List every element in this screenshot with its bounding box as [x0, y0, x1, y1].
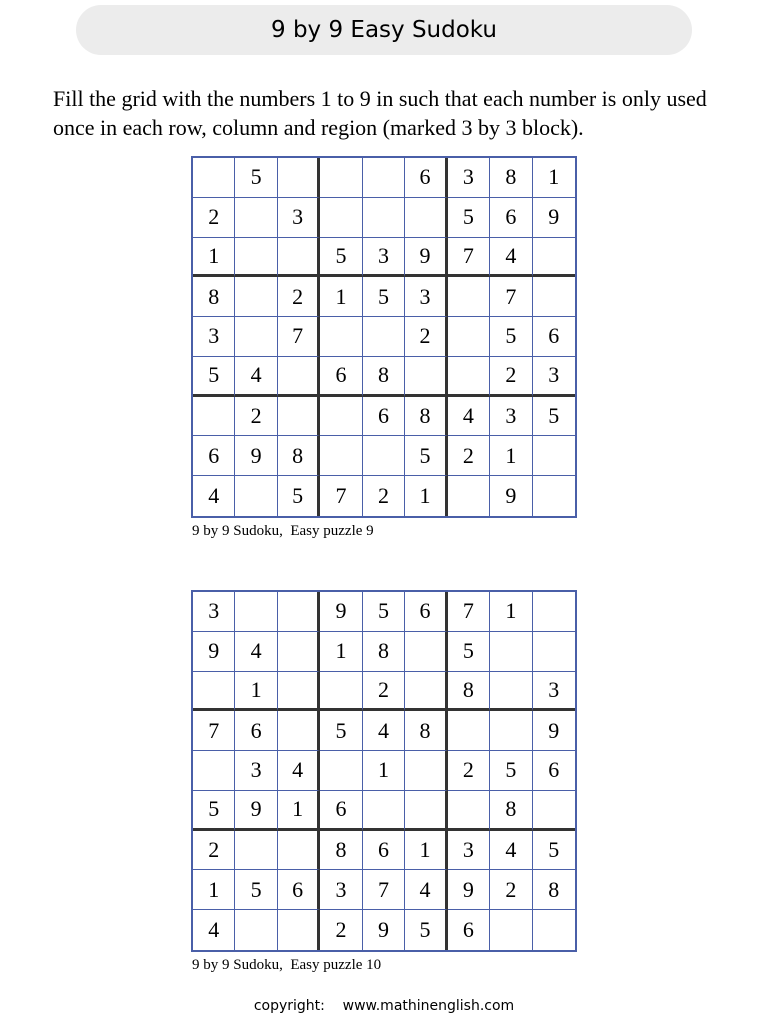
- sudoku-cell[interactable]: 4: [363, 711, 405, 751]
- sudoku-cell[interactable]: [490, 632, 532, 672]
- sudoku-cell[interactable]: [320, 397, 362, 437]
- sudoku-cell[interactable]: 6: [490, 198, 532, 238]
- sudoku-cell[interactable]: 3: [193, 317, 235, 357]
- sudoku-cell[interactable]: 5: [235, 870, 277, 910]
- sudoku-cell[interactable]: 1: [235, 672, 277, 712]
- sudoku-cell[interactable]: [235, 317, 277, 357]
- sudoku-cell[interactable]: [278, 238, 320, 278]
- sudoku-cell[interactable]: 1: [490, 436, 532, 476]
- sudoku-cell[interactable]: 8: [533, 870, 575, 910]
- sudoku-cell[interactable]: [533, 791, 575, 831]
- sudoku-cell[interactable]: [363, 436, 405, 476]
- sudoku-cell[interactable]: 9: [320, 592, 362, 632]
- sudoku-cell[interactable]: 6: [363, 397, 405, 437]
- sudoku-cell[interactable]: 7: [193, 711, 235, 751]
- sudoku-cell[interactable]: 1: [278, 791, 320, 831]
- sudoku-cell[interactable]: [533, 277, 575, 317]
- sudoku-cell[interactable]: [490, 910, 532, 950]
- sudoku-cell[interactable]: [320, 672, 362, 712]
- sudoku-cell[interactable]: [278, 672, 320, 712]
- sudoku-cell[interactable]: 5: [533, 397, 575, 437]
- sudoku-cell[interactable]: 8: [363, 632, 405, 672]
- sudoku-cell[interactable]: 5: [320, 711, 362, 751]
- instructions-text: Fill the grid with the numbers 1 to 9 in such that each number is only used once in each row, column and region (marked 3 by 3 block).: [53, 86, 707, 140]
- sudoku-cell[interactable]: [193, 751, 235, 791]
- title-banner: [76, 5, 692, 55]
- sudoku-cell[interactable]: 4: [193, 476, 235, 516]
- sudoku-cell[interactable]: [320, 317, 362, 357]
- sudoku-cell[interactable]: 5: [235, 158, 277, 198]
- sudoku-cell[interactable]: [278, 592, 320, 632]
- sudoku-cell[interactable]: [448, 317, 490, 357]
- sudoku-cell[interactable]: [533, 476, 575, 516]
- sudoku-cell[interactable]: [235, 476, 277, 516]
- sudoku-cell[interactable]: 6: [405, 158, 447, 198]
- sudoku-cell[interactable]: [533, 238, 575, 278]
- sudoku-cell[interactable]: 1: [405, 831, 447, 871]
- sudoku-cell[interactable]: 6: [533, 751, 575, 791]
- sudoku-cell[interactable]: 8: [448, 672, 490, 712]
- sudoku-cell[interactable]: [235, 277, 277, 317]
- sudoku-cell[interactable]: 4: [235, 357, 277, 397]
- sudoku-cell[interactable]: 5: [193, 357, 235, 397]
- sudoku-cell[interactable]: 3: [193, 592, 235, 632]
- sudoku-cell[interactable]: 1: [320, 632, 362, 672]
- sudoku-cell[interactable]: 6: [533, 317, 575, 357]
- sudoku-cell[interactable]: [235, 592, 277, 632]
- sudoku-cell[interactable]: 3: [448, 158, 490, 198]
- sudoku-cell[interactable]: 4: [235, 632, 277, 672]
- sudoku-cell[interactable]: 7: [448, 592, 490, 632]
- sudoku-cell[interactable]: [320, 198, 362, 238]
- sudoku-cell[interactable]: [278, 711, 320, 751]
- sudoku-cell[interactable]: 3: [448, 831, 490, 871]
- sudoku-cell[interactable]: 5: [363, 592, 405, 632]
- sudoku-cell[interactable]: 8: [363, 357, 405, 397]
- sudoku-cell[interactable]: [405, 751, 447, 791]
- sudoku-cell[interactable]: [490, 672, 532, 712]
- sudoku-cell[interactable]: 1: [490, 592, 532, 632]
- sudoku-cell[interactable]: [448, 277, 490, 317]
- sudoku-cell[interactable]: 4: [490, 238, 532, 278]
- sudoku-cell[interactable]: 5: [490, 751, 532, 791]
- sudoku-cell[interactable]: [363, 158, 405, 198]
- sudoku-cell[interactable]: 5: [278, 476, 320, 516]
- sudoku-cell[interactable]: [405, 632, 447, 672]
- sudoku-cell[interactable]: 8: [320, 831, 362, 871]
- sudoku-cell[interactable]: 2: [490, 357, 532, 397]
- sudoku-cell[interactable]: 3: [533, 672, 575, 712]
- sudoku-cell[interactable]: 8: [405, 397, 447, 437]
- sudoku-cell[interactable]: 2: [448, 436, 490, 476]
- sudoku-cell[interactable]: [533, 632, 575, 672]
- sudoku-cell[interactable]: 3: [363, 238, 405, 278]
- sudoku-cell[interactable]: 9: [405, 238, 447, 278]
- sudoku-cell[interactable]: 7: [320, 476, 362, 516]
- sudoku-cell[interactable]: 6: [278, 870, 320, 910]
- sudoku-cell[interactable]: 5: [405, 910, 447, 950]
- sudoku-cell[interactable]: [405, 672, 447, 712]
- sudoku-cell[interactable]: 8: [405, 711, 447, 751]
- sudoku-cell[interactable]: [533, 592, 575, 632]
- sudoku-cell[interactable]: 7: [448, 238, 490, 278]
- sudoku-cell[interactable]: 4: [278, 751, 320, 791]
- sudoku-cell[interactable]: 6: [320, 791, 362, 831]
- sudoku-cell[interactable]: [278, 910, 320, 950]
- sudoku-cell[interactable]: [278, 357, 320, 397]
- sudoku-cell[interactable]: 3: [235, 751, 277, 791]
- sudoku-cell[interactable]: 9: [533, 198, 575, 238]
- sudoku-cell[interactable]: 5: [363, 277, 405, 317]
- sudoku-cell[interactable]: 5: [448, 198, 490, 238]
- sudoku-cell[interactable]: 3: [278, 198, 320, 238]
- sudoku-cell[interactable]: 1: [193, 238, 235, 278]
- sudoku-cell[interactable]: 2: [490, 870, 532, 910]
- sudoku-cell[interactable]: 7: [278, 317, 320, 357]
- sudoku-cell[interactable]: 5: [490, 317, 532, 357]
- sudoku-cell[interactable]: [235, 831, 277, 871]
- sudoku-cell[interactable]: [320, 436, 362, 476]
- sudoku-cell[interactable]: 7: [490, 277, 532, 317]
- sudoku-cell[interactable]: 9: [235, 791, 277, 831]
- sudoku-grid-puzzle-10: [191, 590, 577, 952]
- sudoku-cell[interactable]: [320, 751, 362, 791]
- sudoku-cell[interactable]: 2: [405, 317, 447, 357]
- sudoku-cell[interactable]: 2: [193, 831, 235, 871]
- sudoku-cell[interactable]: 2: [193, 198, 235, 238]
- sudoku-cell[interactable]: [193, 397, 235, 437]
- sudoku-cell[interactable]: 8: [490, 791, 532, 831]
- sudoku-cell[interactable]: 6: [448, 910, 490, 950]
- sudoku-cell[interactable]: [363, 198, 405, 238]
- sudoku-cell[interactable]: 2: [448, 751, 490, 791]
- sudoku-cell[interactable]: [448, 711, 490, 751]
- sudoku-cell[interactable]: 6: [320, 357, 362, 397]
- sudoku-cell[interactable]: 6: [405, 592, 447, 632]
- sudoku-cell[interactable]: 2: [320, 910, 362, 950]
- sudoku-cell[interactable]: 9: [533, 711, 575, 751]
- sudoku-cell[interactable]: 2: [278, 277, 320, 317]
- puzzle-caption: 9 by 9 Sudoku, Easy puzzle 10: [192, 957, 382, 973]
- sudoku-cell[interactable]: 3: [320, 870, 362, 910]
- sudoku-cell[interactable]: 3: [533, 357, 575, 397]
- sudoku-cell[interactable]: 8: [278, 436, 320, 476]
- sudoku-cell[interactable]: [278, 397, 320, 437]
- sudoku-cell[interactable]: [363, 317, 405, 357]
- sudoku-cell[interactable]: 9: [490, 476, 532, 516]
- sudoku-cell[interactable]: [235, 910, 277, 950]
- copyright-footer: copyright: www.mathinenglish.com: [253, 998, 515, 1014]
- sudoku-cell[interactable]: 1: [320, 277, 362, 317]
- sudoku-cell[interactable]: 1: [405, 476, 447, 516]
- sudoku-cell[interactable]: 9: [448, 870, 490, 910]
- sudoku-cell[interactable]: 4: [490, 831, 532, 871]
- sudoku-cell[interactable]: [405, 791, 447, 831]
- sudoku-cell[interactable]: [448, 791, 490, 831]
- sudoku-cell[interactable]: 8: [193, 277, 235, 317]
- sudoku-cell[interactable]: [490, 711, 532, 751]
- sudoku-cell[interactable]: 5: [448, 632, 490, 672]
- sudoku-cell[interactable]: 1: [533, 158, 575, 198]
- sudoku-cell[interactable]: 5: [320, 238, 362, 278]
- sudoku-cell[interactable]: [278, 831, 320, 871]
- sudoku-cell[interactable]: 6: [235, 711, 277, 751]
- sudoku-cell[interactable]: 3: [490, 397, 532, 437]
- sudoku-cell[interactable]: 2: [235, 397, 277, 437]
- puzzle-caption: 9 by 9 Sudoku, Easy puzzle 9: [192, 523, 374, 539]
- sudoku-cell[interactable]: [405, 357, 447, 397]
- sudoku-cell[interactable]: [448, 476, 490, 516]
- sudoku-cell[interactable]: 9: [193, 632, 235, 672]
- sudoku-cell[interactable]: 5: [193, 791, 235, 831]
- sudoku-grid-puzzle-9: [191, 156, 577, 518]
- sudoku-cell[interactable]: 1: [363, 751, 405, 791]
- sudoku-cell[interactable]: [235, 238, 277, 278]
- sudoku-cell[interactable]: 7: [363, 870, 405, 910]
- sudoku-cell[interactable]: 3: [405, 277, 447, 317]
- sudoku-cell[interactable]: [448, 357, 490, 397]
- sudoku-cell[interactable]: 2: [363, 476, 405, 516]
- sudoku-cell[interactable]: 9: [235, 436, 277, 476]
- sudoku-cell[interactable]: [193, 672, 235, 712]
- sudoku-cell[interactable]: 5: [533, 831, 575, 871]
- sudoku-cell[interactable]: 9: [363, 910, 405, 950]
- page-title: 9 by 9 Easy Sudoku: [271, 17, 497, 43]
- sudoku-cell[interactable]: 8: [490, 158, 532, 198]
- sudoku-cell[interactable]: [533, 910, 575, 950]
- sudoku-cell[interactable]: 1: [193, 870, 235, 910]
- sudoku-cell[interactable]: 5: [405, 436, 447, 476]
- sudoku-cell[interactable]: [533, 436, 575, 476]
- sudoku-cell[interactable]: 2: [363, 672, 405, 712]
- sudoku-cell[interactable]: 4: [405, 870, 447, 910]
- sudoku-cell[interactable]: [363, 791, 405, 831]
- sudoku-cell[interactable]: [405, 198, 447, 238]
- sudoku-cell[interactable]: [320, 158, 362, 198]
- sudoku-cell[interactable]: [193, 158, 235, 198]
- sudoku-cell[interactable]: 6: [363, 831, 405, 871]
- sudoku-cell[interactable]: 4: [193, 910, 235, 950]
- sudoku-cell[interactable]: [235, 198, 277, 238]
- sudoku-cell[interactable]: 4: [448, 397, 490, 437]
- sudoku-cell[interactable]: [278, 158, 320, 198]
- sudoku-cell[interactable]: 6: [193, 436, 235, 476]
- sudoku-cell[interactable]: [278, 632, 320, 672]
